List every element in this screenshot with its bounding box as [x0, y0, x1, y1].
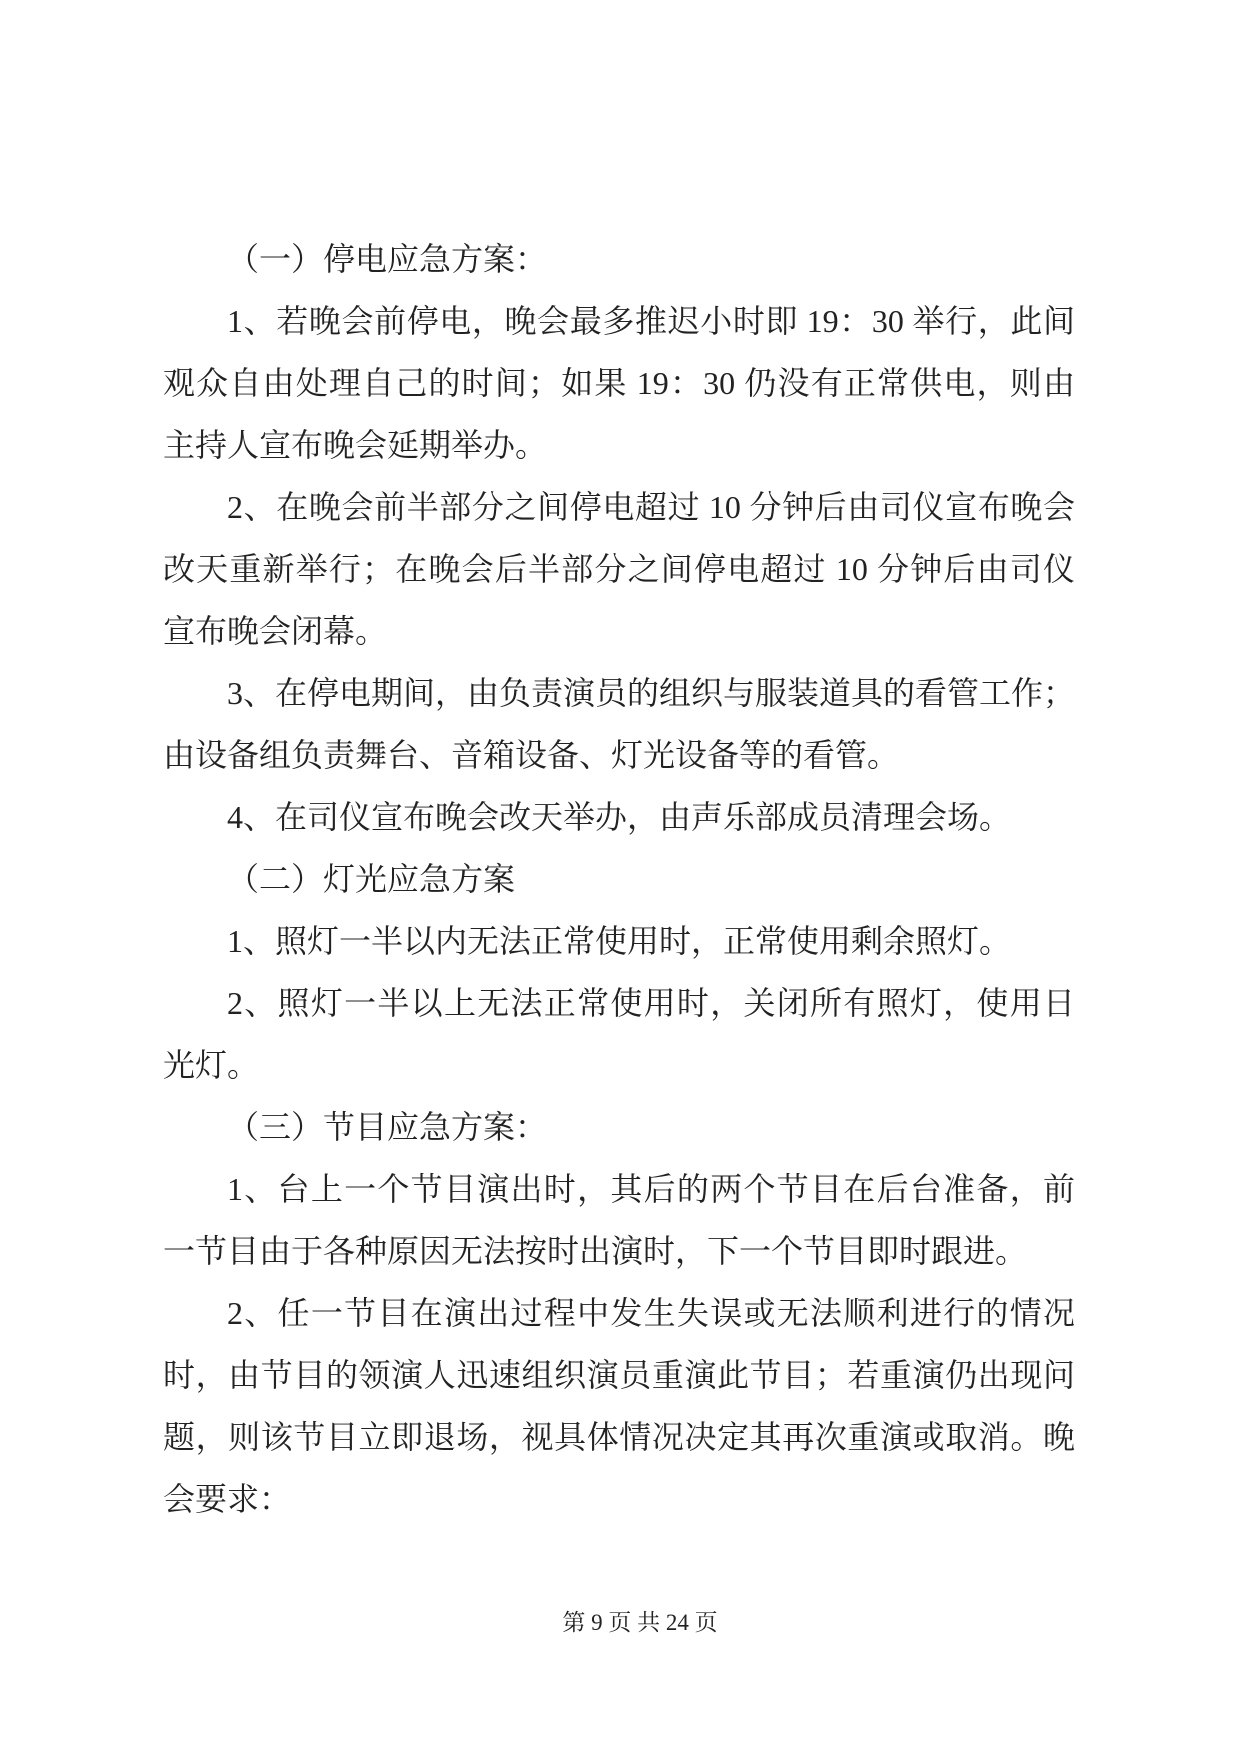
text-line: 4、在司仪宣布晚会改天举办，由声乐部成员清理会场。 — [227, 799, 1012, 835]
text-line: 光灯。 — [163, 1047, 260, 1083]
section-program-plan — [163, 1096, 1075, 1530]
text-line: 宣布晚会闭幕。 — [163, 613, 388, 649]
section-lighting-plan — [163, 848, 1075, 1096]
text-line: 由设备组负责舞台、音箱设备、灯光设备等的看管。 — [163, 737, 900, 773]
paragraph — [163, 662, 1075, 786]
section-heading: （一）停电应急方案： — [227, 241, 548, 277]
text-line: 2、任一节目在演出过程中发生失误或无法顺利进行的情况 — [227, 1295, 1075, 1331]
section-heading: （二）灯光应急方案 — [227, 861, 516, 897]
page-footer — [500, 1608, 780, 1638]
text-line: 3、在停电期间，由负责演员的组织与服装道具的看管工作； — [227, 675, 1075, 711]
section-heading: （三）节目应急方案： — [227, 1109, 548, 1145]
text-line: 会要求： — [163, 1481, 292, 1517]
text-line: 改天重新举行；在晚会后半部分之间停电超过 10 分钟后由司仪 — [163, 551, 1075, 587]
section-power-outage-plan — [163, 228, 1075, 848]
text-line: 一节目由于各种原因无法按时出演时，下一个节目即时跟进。 — [163, 1233, 1028, 1269]
paragraph — [163, 290, 1075, 476]
paragraph — [163, 1158, 1075, 1282]
text-line: 1、若晚会前停电，晚会最多推迟小时即 19：30 举行，此间 — [227, 303, 1075, 339]
document-body — [163, 228, 1075, 1530]
text-line: 题，则该节目立即退场，视具体情况决定其再次重演或取消。晚 — [163, 1419, 1075, 1455]
text-line: 时，由节目的领演人迅速组织演员重演此节目；若重演仍出现问 — [163, 1357, 1075, 1393]
text-line: 2、在晚会前半部分之间停电超过 10 分钟后由司仪宣布晚会 — [227, 489, 1075, 525]
text-line: 主持人宣布晚会延期举办。 — [163, 427, 548, 463]
page-number: 第 9 页 共 24 页 — [562, 1610, 718, 1635]
text-line: 2、照灯一半以上无法正常使用时，关闭所有照灯，使用日 — [227, 985, 1075, 1021]
text-line: 1、台上一个节目演出时，其后的两个节目在后台准备，前 — [227, 1171, 1075, 1207]
paragraph — [163, 1282, 1075, 1530]
paragraph — [163, 910, 1075, 972]
paragraph — [163, 972, 1075, 1096]
text-line: 1、照灯一半以内无法正常使用时，正常使用剩余照灯。 — [227, 923, 1012, 959]
text-line: 观众自由处理自己的时间；如果 19：30 仍没有正常供电，则由 — [163, 365, 1075, 401]
paragraph — [163, 476, 1075, 662]
paragraph — [163, 786, 1075, 848]
